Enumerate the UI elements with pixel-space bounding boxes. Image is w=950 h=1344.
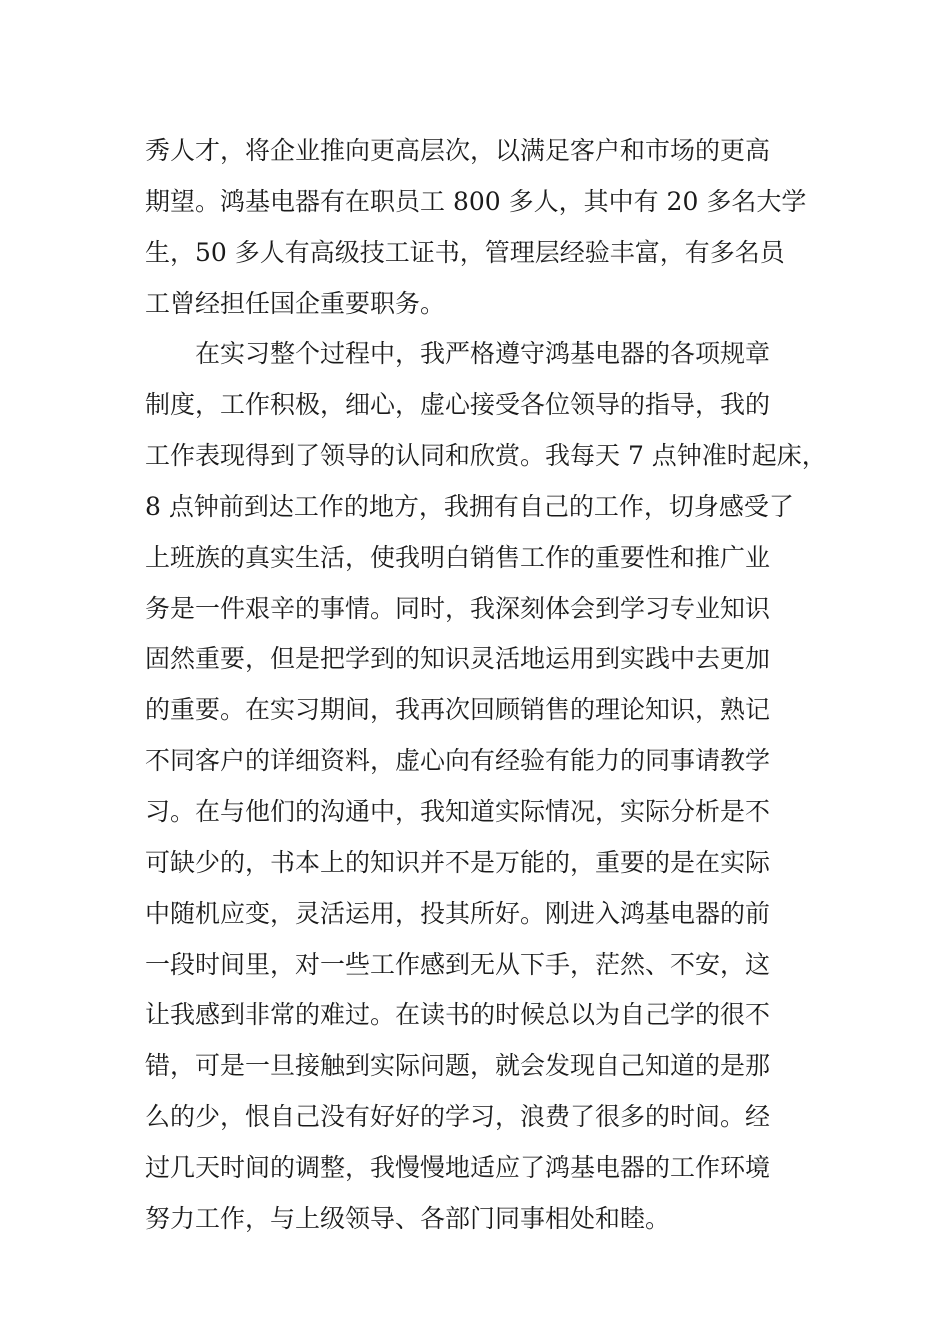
text-line: 固然重要，但是把学到的知识灵活地运用到实践中去更加 bbox=[145, 644, 771, 674]
text-line: 生，50 多人有高级技工证书，管理层经验丰富，有多名员 bbox=[145, 237, 785, 267]
text-line: 让我感到非常的难过。在读书的时候总以为自己学的很不 bbox=[145, 1000, 771, 1030]
text-line: 务是一件艰辛的事情。同时，我深刻体会到学习专业知识 bbox=[145, 593, 771, 623]
text-line: 不同客户的详细资料，虚心向有经验有能力的同事请教学 bbox=[145, 746, 771, 776]
text-line: 习。在与他们的沟通中，我知道实际情况，实际分析是不 bbox=[145, 796, 771, 826]
text-line: 么的少，恨自己没有好好的学习，浪费了很多的时间。经 bbox=[145, 1102, 771, 1132]
text-line: 过几天时间的调整，我慢慢地适应了鸿基电器的工作环境 bbox=[145, 1152, 771, 1182]
text-line: 中随机应变，灵活运用，投其所好。刚进入鸿基电器的前 bbox=[145, 898, 771, 928]
body-text bbox=[145, 126, 835, 1245]
text-line: 可缺少的，书本上的知识并不是万能的，重要的是在实际 bbox=[145, 847, 771, 877]
text-line: 工作表现得到了领导的认同和欣赏。我每天 7 点钟准时起床， bbox=[145, 441, 827, 471]
text-line: 努力工作，与上级领导、各部门同事相处和睦。 bbox=[145, 1203, 671, 1233]
text-line: 错，可是一旦接触到实际问题，就会发现自己知道的是那 bbox=[145, 1051, 771, 1081]
text-line: 秀人才，将企业推向更高层次，以满足客户和市场的更高 bbox=[145, 136, 771, 165]
paragraph-start-line: 在实习整个过程中，我严格遵守鸿基电器的各项规章 bbox=[145, 339, 771, 369]
text-line: 制度，工作积极，细心，虚心接受各位领导的指导，我的 bbox=[145, 390, 771, 420]
text-line: 上班族的真实生活，使我明白销售工作的重要性和推广业 bbox=[145, 542, 771, 572]
text-line: 8 点钟前到达工作的地方，我拥有自己的工作，切身感受了 bbox=[145, 491, 794, 521]
text-line: 一段时间里，对一些工作感到无从下手，茫然、不安，这 bbox=[145, 949, 771, 979]
text-line: 的重要。在实习期间，我再次回顾销售的理论知识，熟记 bbox=[145, 695, 771, 725]
text-line: 工曾经担任国企重要职务。 bbox=[145, 288, 446, 318]
text-line: 期望。鸿基电器有在职员工 800 多人，其中有 20 多名大学 bbox=[145, 186, 807, 216]
